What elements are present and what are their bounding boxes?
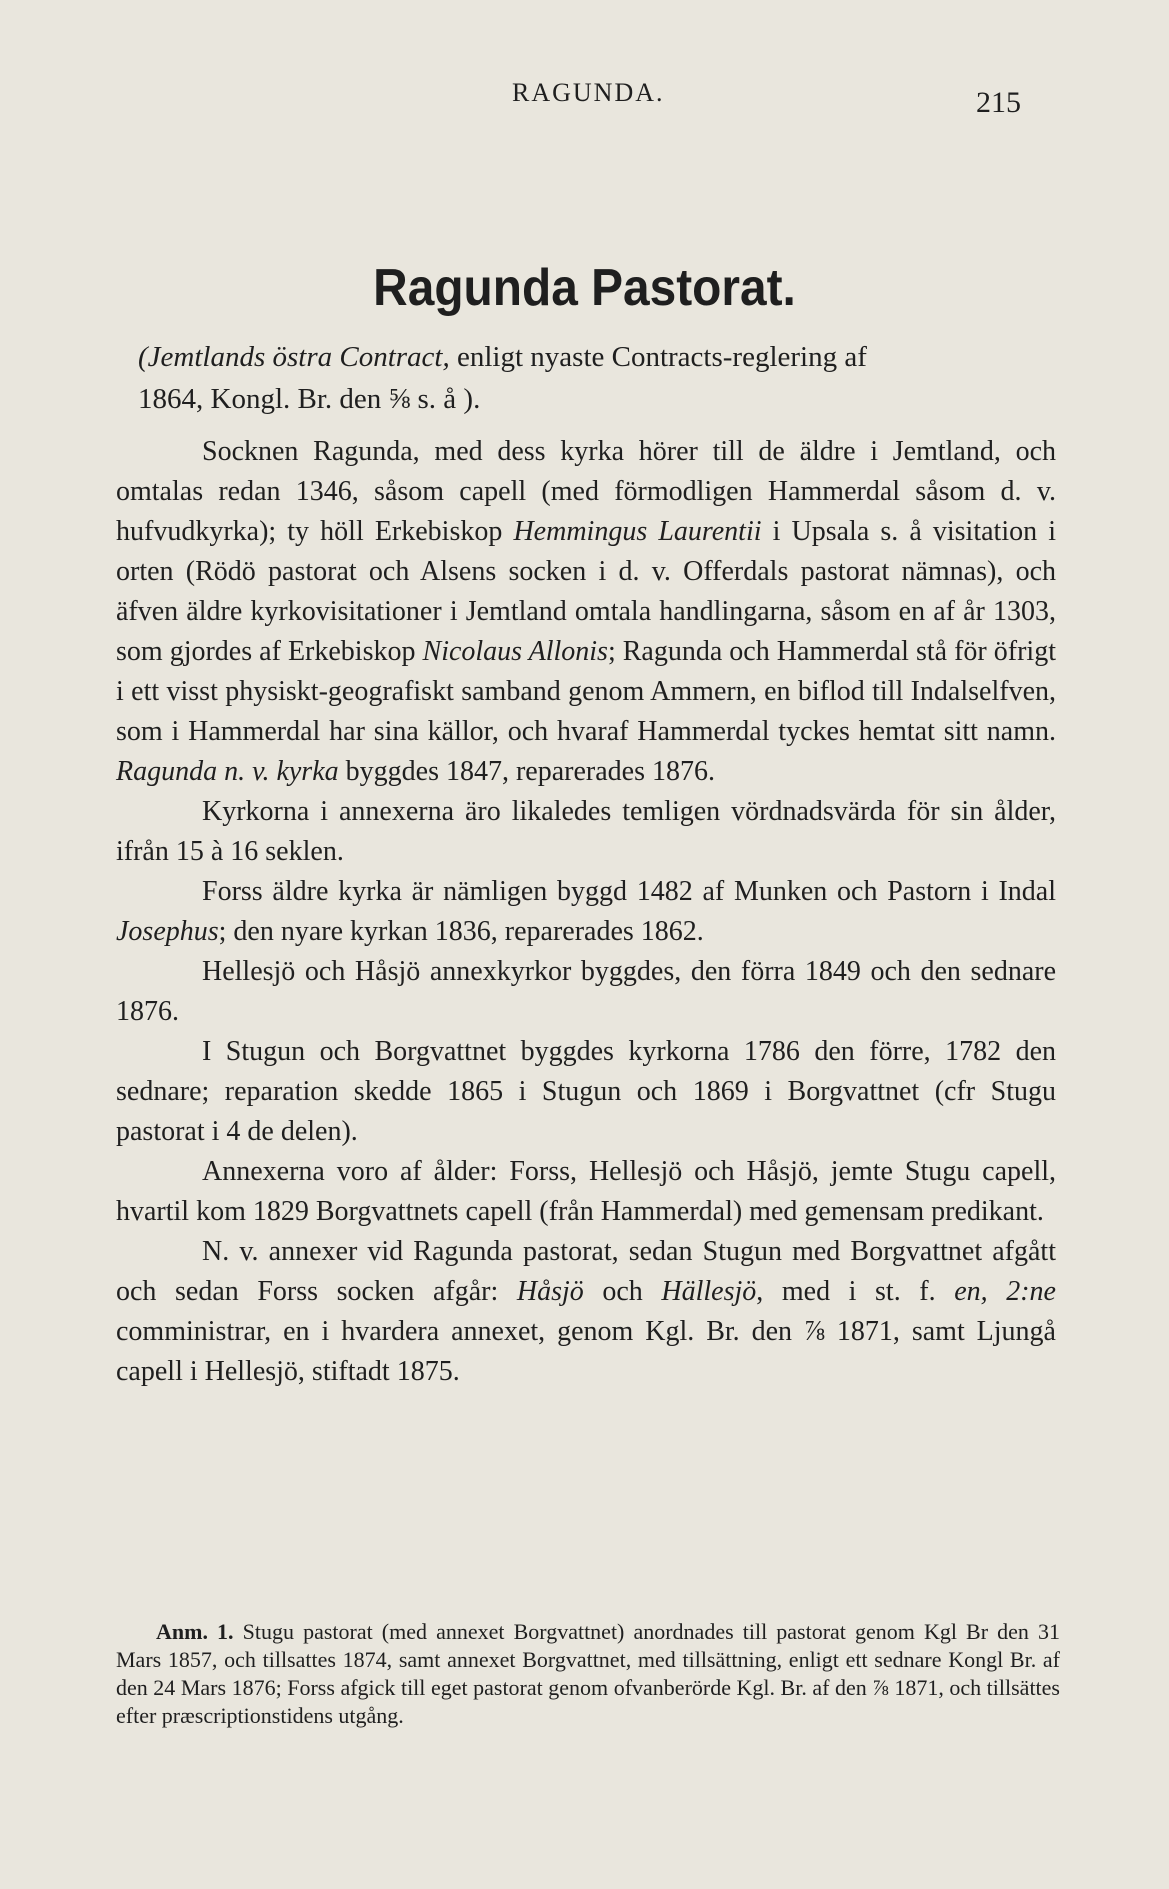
text-run: och <box>583 1276 662 1307</box>
text-run: , med i st. f. <box>756 1276 955 1307</box>
body-text <box>116 432 1056 1392</box>
text-run: comministrar, en i hvardera annexet, genom Kgl. Br. den ⅞ 1871, samt Ljungå capell i Hellesjö, stiftadt 1875. <box>116 1316 1056 1387</box>
text-run: Forss äldre kyrka är nämligen byggd 1482 af Munken och Pastorn i Indal <box>202 876 1056 907</box>
italic-run: Håsjö <box>516 1276 584 1307</box>
page-title: Ragunda Pastorat. <box>373 259 796 317</box>
text-run: Socknen Ragunda, med dess kyrka hörer till de äldre i Jemtland, och omtalas redan 1346, såsom capell (med förmodligen Hammerdal såsom d. v. hufvudkyrka); ty höll Erkebiskop <box>116 436 1056 547</box>
italic-run: en, 2:ne <box>954 1276 1056 1307</box>
body-paragraph <box>116 952 1056 1032</box>
text-run: i Upsala s. å visitation i orten (Rödö pastorat och Alsens socken i d. v. Offerdals pastorat nämnas), och äfven äldre kyrkovisitationer i Jemtland omtala handlingarna, såsom en af år 1303, som gjordes af Erkebiskop <box>116 516 1056 667</box>
subtitle <box>138 336 1038 420</box>
body-paragraph <box>116 792 1056 872</box>
text-run: byggdes 1847, reparerades 1876. <box>338 756 715 787</box>
body-paragraph <box>116 1032 1056 1152</box>
body-paragraph <box>116 1152 1056 1232</box>
italic-run: Ragunda n. v. kyrka <box>116 756 339 787</box>
italic-run: Hällesjö <box>661 1276 757 1307</box>
subtitle-line-2: 1864, Kongl. Br. den ⅝ s. å ). <box>138 383 481 415</box>
italic-run: Josephus <box>116 916 219 947</box>
italic-run: Hemmingus Laurentii <box>513 516 762 547</box>
subtitle-line-1-rest: enligt nyaste Contracts-reglering af <box>449 341 867 373</box>
subtitle-line-1 <box>138 336 1038 378</box>
running-head: RAGUNDA. <box>512 78 665 107</box>
footnote-paragraph <box>116 1618 1060 1730</box>
text-run: Kyrkorna i annexerna äro likaledes temligen vördnadsvärda för sin ålder, ifrån 15 à 16 seklen. <box>116 796 1056 867</box>
text-run: I Stugun och Borgvattnet byggdes kyrkorna 1786 den förre, 1782 den sednare; reparation skedde 1865 i Stugun och 1869 i Borgvattnet (cfr Stugu pastorat i 4 de delen). <box>116 1036 1056 1147</box>
text-run: ; Ragunda och Hammerdal stå för öfrigt i ett visst physiskt-geografiskt samband genom Ammern, en biflod till Indalselfven, som i Hammerdal har sina källor, och hvaraf Hammerdal tyckes hemtat sitt namn. <box>116 636 1056 747</box>
text-run: N. v. annexer vid Ragunda pastorat, sedan Stugun med Borgvattnet afgått och sedan Forss socken afgår: <box>116 1236 1056 1307</box>
subtitle-contract-name: (Jemtlands östra Contract, <box>138 341 450 373</box>
footnote-label: Anm. 1. <box>156 1619 234 1644</box>
text-run: Hellesjö och Håsjö annexkyrkor byggdes, den förra 1849 och den sednare 1876. <box>116 956 1056 1027</box>
footnote <box>116 1618 1060 1730</box>
text-run: Annexerna voro af ålder: Forss, Hellesjö och Håsjö, jemte Stugu capell, hvartil kom 1829 Borgvattnets capell (från Hammerdal) med gemensam predikant. <box>116 1156 1056 1227</box>
page-number: 215 <box>976 86 1021 119</box>
body-paragraph <box>116 432 1056 792</box>
body-paragraph <box>116 872 1056 952</box>
text-run: ; den nyare kyrkan 1836, reparerades 1862. <box>218 916 704 947</box>
italic-run: Nicolaus Allonis <box>422 636 608 667</box>
body-paragraph <box>116 1232 1056 1392</box>
footnote-text: Stugu pastorat (med annexet Borgvattnet) anordnades till pastorat genom Kgl Br den 31 Mars 1857, och tillsattes 1874, samt annexet Borgvattnet, med tillsättning, enligt ett sednare Kongl Br. af den 24 Mars 1876; Forss afgick till eget pastorat genom ofvanberörde Kgl. Br. af den ⅞ 1871, och tillsättes efter præscriptionstidens utgång. <box>116 1619 1061 1728</box>
